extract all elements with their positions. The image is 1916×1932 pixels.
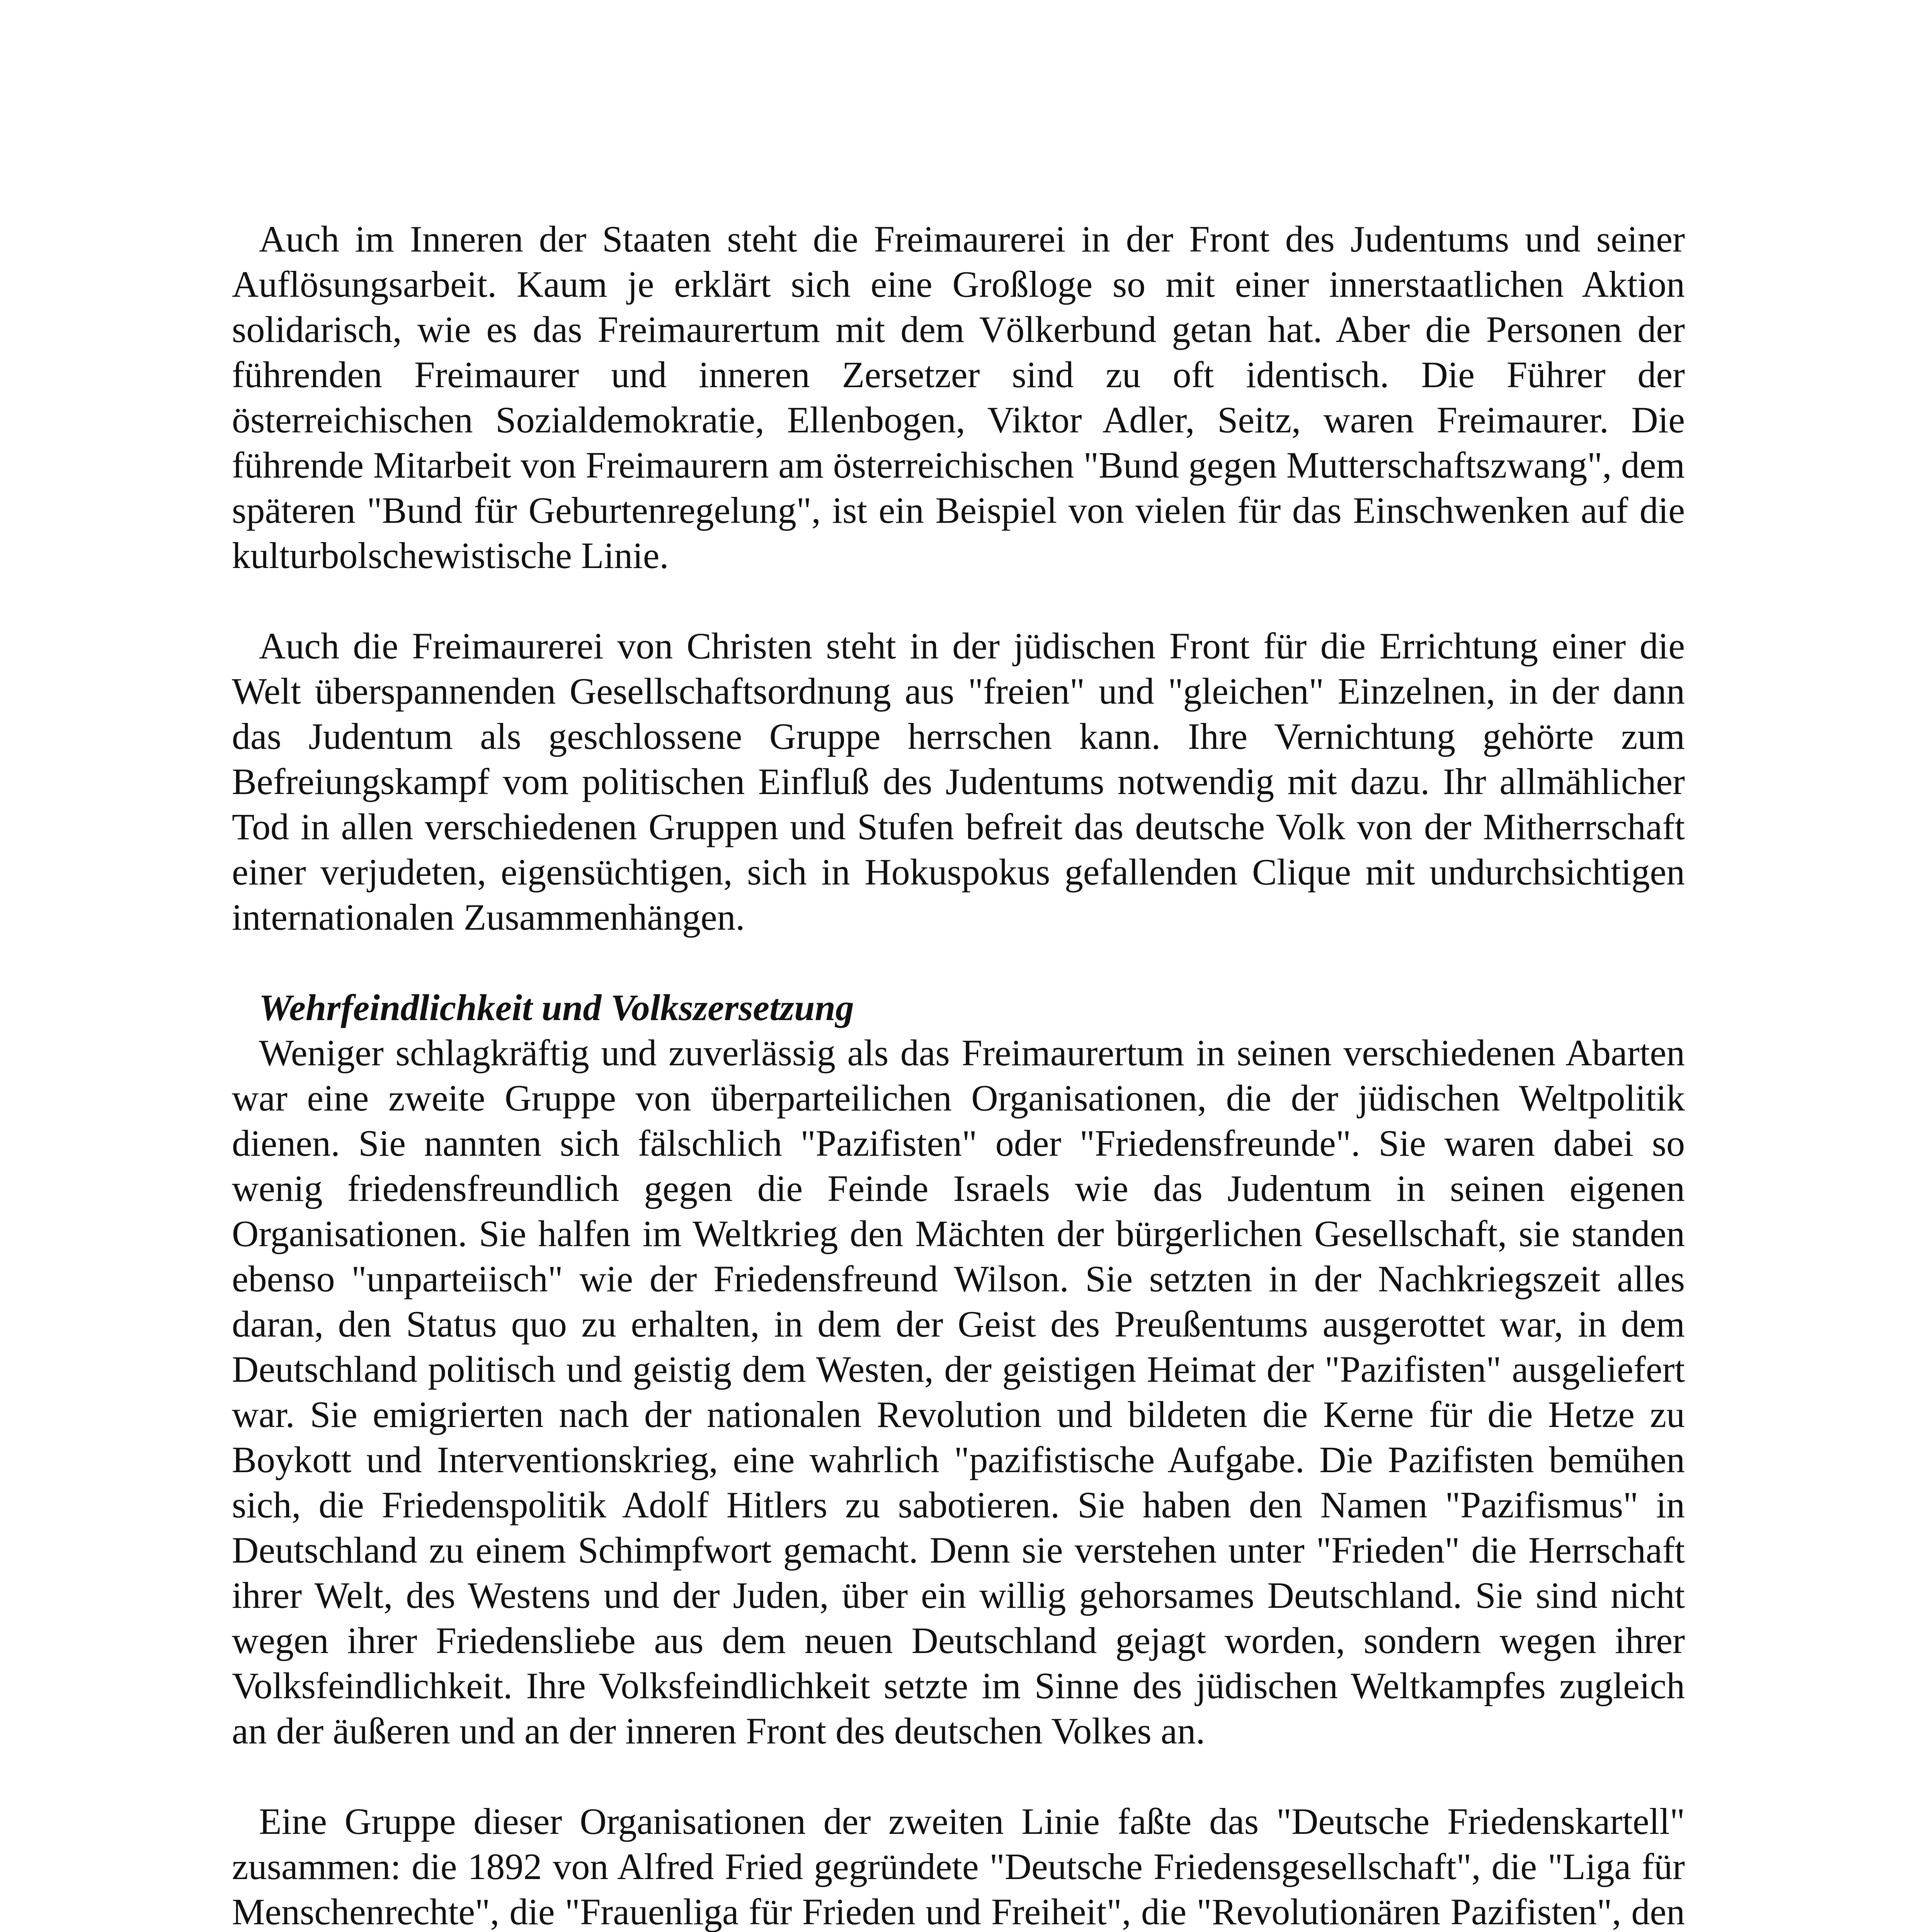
paragraph-gap [232, 940, 1685, 985]
paragraph-gap [232, 1753, 1685, 1799]
paragraph-2: Auch die Freimaurerei von Christen steht in der jüdischen Front für die Errichtung einer die Welt überspannenden Gesellschaftsordnung aus "freien" und "gleichen" Einzelnen, in der dann das Judentum als geschlossene Gruppe herrschen kann. Ihre Vernichtung gehörte zum Befreiungskampf vom politischen Einfluß des Judentums notwendig mit dazu. Ihr allmählicher Tod in allen verschiedenen Gruppen und Stufen befreit das deutsche Volk von der Mitherrschaft einer verjudeten, eigensüchtigen, sich in Hokuspokus gefallenden Clique mit undurchsichtigen internationalen Zusammenhängen. [232, 625, 1685, 938]
paragraph-4: Eine Gruppe dieser Organisationen der zweiten Linie faßte das "Deutsche Friedenskartell" zusammen: die 1892 von Alfred Fried gegründete "Deutsche Friedensgesellschaft", die "Liga für Menschenrechte", die "Frauenliga für Frieden und Freiheit", die "Revolutionären Pazifisten", den [232, 1801, 1685, 1932]
section-heading: Wehrfeindlichkeit und Volkszersetzung [259, 987, 854, 1028]
paragraph-1: Auch im Inneren der Staaten steht die Freimaurerei in der Front des Judentums und seiner Auflösungsarbeit. Kaum je erklärt sich eine Großloge so mit einer innerstaatlichen Aktion solidarisch, wie es das Freimaurertum mit dem Völkerbund getan hat. Aber die Personen der führenden Freimaurer und inneren Zersetzer sind zu oft identisch. Die Führer der österreichischen Sozialdemokratie, Ellenbogen, Viktor Adler, Seitz, waren Freimaurer. Die führende Mitarbeit von Freimaurern am österreichischen "Bund gegen Mutterschaftszwang", dem späteren "Bund für Geburtenregelung", ist ein Beispiel von vielen für das Einschwenken auf die kulturbolschewistische Linie. [232, 218, 1685, 576]
page-body [232, 216, 1685, 1932]
paragraph-gap [232, 578, 1685, 623]
paragraph-3: Weniger schlagkräftig und zuverlässig als das Freimaurertum in seinen verschiedenen Abarten war eine zweite Gruppe von überparteilichen Organisationen, die der jüdischen Weltpolitik dienen. Sie nannten sich fälschlich "Pazifisten" oder "Friedensfreunde". Sie waren dabei so wenig friedensfreundlich gegen die Feinde Israels wie das Judentum in seinen eigenen Organisationen. Sie halfen im Weltkrieg den Mächten der bürgerlichen Gesellschaft, sie standen ebenso "unparteiisch" wie der Friedensfreund Wilson. Sie setzten in der Nachkriegszeit alles daran, den Status quo zu erhalten, in dem der Geist des Preußentums ausgerottet war, in dem Deutschland politisch und geistig dem Westen, der geistigen Heimat der "Pazifisten" ausgeliefert war. Sie emigrierten nach der nationalen Revolution und bildeten die Kerne für die Hetze zu Boykott und Interventionskrieg, eine wahrlich "pazifistische Aufgabe. Die Pazifisten bemühen sich, die Friedenspolitik Adolf Hitlers zu sabotieren. Sie haben den Namen "Pazifismus" in Deutschland zu einem Schimpfwort gemacht. Denn sie verstehen unter "Frieden" die Herrschaft ihrer Welt, des Westens und der Juden, über ein willig gehorsames Deutschland. Sie sind nicht wegen ihrer Friedensliebe aus dem neuen Deutschland gejagt worden, sondern wegen ihrer Volksfeindlichkeit. Ihre Volksfeindlichkeit setzte im Sinne des jüdischen Weltkampfes zugleich an der äußeren und an der inneren Front des deutschen Volkes an. [232, 1032, 1685, 1752]
